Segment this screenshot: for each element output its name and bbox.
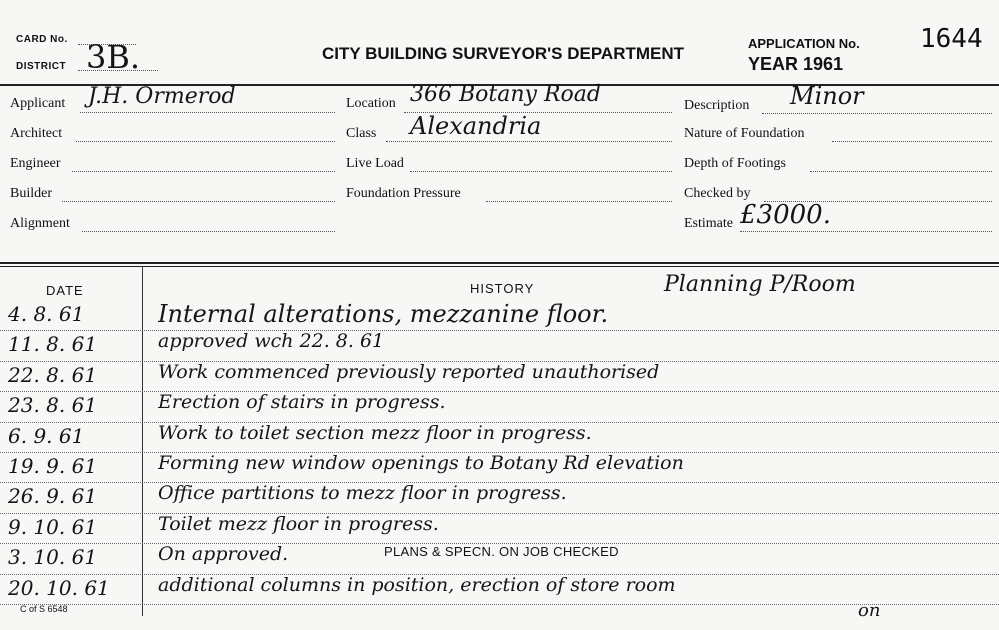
table-row-line: [0, 513, 999, 514]
year-label: YEAR 1961: [748, 54, 844, 74]
table-row-date: 26. 9. 61: [8, 484, 98, 509]
table-row-date: 20. 10. 61: [8, 575, 110, 600]
architect-label: Architect: [10, 126, 63, 141]
live-load-field: [410, 171, 672, 172]
history-top-rule: [0, 262, 999, 264]
table-row-history: Work to toilet section mezz floor in progress.: [158, 421, 592, 444]
class-label: Class: [346, 126, 377, 141]
estimate-label: Estimate: [684, 216, 733, 231]
table-row-history: Erection of stairs in progress.: [158, 391, 446, 414]
overflow-note: on: [858, 600, 881, 621]
nature-of-foundation-label: Nature of Foundation: [684, 126, 805, 141]
nature-of-foundation-field: [832, 141, 992, 142]
table-row-date: 23. 8. 61: [8, 393, 98, 418]
description-label: Description: [684, 98, 750, 113]
table-row-history: Internal alterations, mezzanine floor.: [158, 300, 609, 328]
corner-note: Planning P/Room: [664, 272, 856, 297]
engineer-label: Engineer: [10, 156, 61, 171]
description-value: Minor: [790, 82, 864, 110]
builder-field: [62, 201, 335, 202]
history-header: HISTORY: [470, 281, 535, 296]
estimate-value: £3000.: [740, 200, 831, 230]
table-row-date: 9. 10. 61: [8, 514, 98, 539]
application-number: 1644: [920, 24, 983, 54]
table-row-date: 22. 8. 61: [8, 362, 98, 387]
engineer-field: [72, 171, 335, 172]
table-row-history: approved wch 22. 8. 61: [158, 330, 385, 353]
table-row-date: 4. 8. 61: [8, 302, 85, 326]
table-row-line: [0, 604, 999, 605]
card-no-label: CARD No.: [16, 34, 68, 45]
checked-by-label: Checked by: [684, 186, 751, 201]
table-row-history: Office partitions to mezz floor in progress.: [158, 482, 567, 505]
table-row-date: 6. 9. 61: [8, 423, 85, 448]
description-field: [762, 113, 992, 114]
table-row-history: Work commenced previously reported unauthorised: [158, 360, 660, 383]
table-row-history: Toilet mezz floor in progress.: [158, 512, 439, 535]
district-value: 3B.: [86, 38, 141, 76]
table-row-line: [0, 330, 999, 331]
history-top-rule-2: [0, 266, 999, 267]
foundation-pressure-label: Foundation Pressure: [346, 186, 461, 201]
builder-label: Builder: [10, 186, 52, 201]
department-title: CITY BUILDING SURVEYOR'S DEPARTMENT: [322, 44, 685, 63]
depth-of-footings-field: [810, 171, 992, 172]
date-column-divider: [142, 266, 143, 616]
depth-of-footings-label: Depth of Footings: [684, 156, 786, 171]
table-row-history: Forming new window openings to Botany Rd elevation: [158, 452, 684, 474]
table-row-line: [0, 391, 999, 392]
date-header: DATE: [46, 283, 84, 298]
class-value: Alexandria: [410, 112, 542, 140]
table-row-history: additional columns in position, erection of store room: [158, 573, 676, 596]
location-value: 366 Botany Road: [410, 82, 601, 107]
table-row-history: On approved.: [158, 543, 289, 566]
applicant-value: J.H. Ormerod: [88, 84, 236, 109]
applicant-label: Applicant: [10, 96, 66, 111]
foundation-pressure-field: [486, 201, 672, 202]
alignment-label: Alignment: [10, 216, 70, 231]
table-row-date: 11. 8. 61: [8, 332, 98, 357]
application-label: APPLICATION No.: [748, 36, 860, 51]
district-label: DISTRICT: [16, 61, 67, 72]
alignment-field: [82, 231, 335, 232]
applicant-field: [80, 112, 335, 113]
class-field: [386, 141, 672, 142]
estimate-field: [740, 231, 992, 232]
table-row-date: 19. 9. 61: [8, 454, 98, 478]
architect-field: [76, 141, 335, 142]
plans-checked-stamp: PLANS & SPECN. ON JOB CHECKED: [384, 544, 619, 559]
location-label: Location: [346, 96, 396, 111]
form-code: C of S 6548: [20, 604, 68, 614]
table-row-date: 3. 10. 61: [8, 545, 98, 570]
live-load-label: Live Load: [346, 156, 404, 171]
